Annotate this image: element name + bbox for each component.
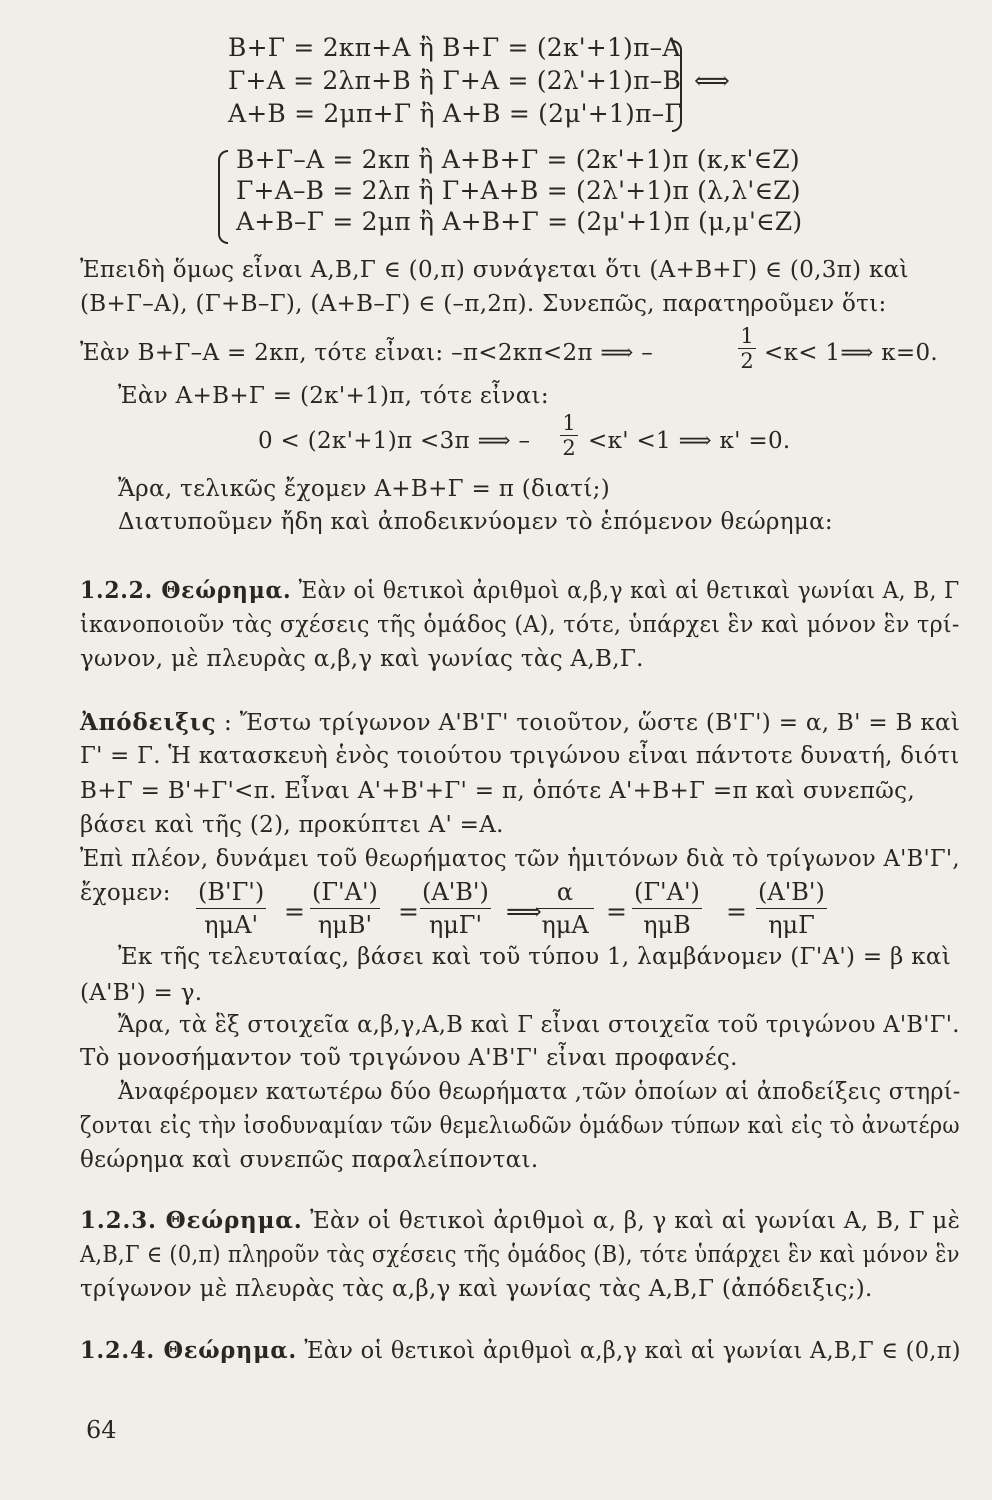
text-line: ἱκανοποιοῦν τὰς σχέσεις τῆς ὁμάδος (Α), τότε, ὑπάρχει ἓν καὶ μόνον ἓν τρί-: [80, 612, 960, 638]
fraction-one-half: $\frac{1}{2}$: [560, 411, 578, 460]
implies-arrow: ⟹: [506, 897, 543, 926]
text-line: Β+Γ = Β'+Γ'<π. Εἶναι Α'+Β'+Γ' = π, ὁπότε Α'+Β+Γ =π καὶ συνεπῶς,: [80, 778, 915, 804]
text-line: (Β+Γ–Α), (Γ+Β–Γ), (Α+Β–Γ) ∈ (–π,2π). Συνεπῶς, παρατηροῦμεν ὅτι:: [80, 291, 887, 317]
fraction-one-half: $\frac{1}{2}$: [738, 324, 756, 373]
text-line: Ἐκ τῆς τελευταίας, βάσει καὶ τοῦ τύπου 1, λαμβάνομεν (Γ'Α') = β καὶ: [118, 944, 952, 970]
fraction: (Α'Β') ημΓ: [758, 878, 825, 939]
text-line: Ἐὰν Β+Γ–Α = 2κπ, τότε εἶναι: –π<2κπ<2π ⟹ –: [80, 340, 654, 366]
fraction: α ημΑ: [536, 878, 594, 939]
text-line: ἔχομεν:: [80, 880, 171, 906]
text-line: Α,Β,Γ ∈ (0,π) πληροῦν τὰς σχέσεις τῆς ὁμάδος (Β), τότε ὑπάρχει ἓν καὶ μόνον ἓν: [80, 1242, 960, 1268]
equivalence-arrow: ⟺: [694, 66, 731, 95]
theorem-label: 1.2.2. Θεώρημα.: [80, 577, 292, 604]
equation-line: Α+Β = 2μπ+Γ ἢ Α+Β = (2μ'+1)π–Γ: [228, 99, 682, 128]
left-brace: [218, 150, 228, 244]
text-line: Ἄρα, τὰ ἓξ στοιχεῖα α,β,γ,Α,Β καὶ Γ εἶναι στοιχεῖα τοῦ τριγώνου Α'Β'Γ'.: [118, 1012, 960, 1038]
text-line: Ἄρα, τελικῶς ἔχομεν Α+Β+Γ = π (διατί;): [118, 476, 610, 502]
equals-sign: =: [726, 897, 748, 926]
text-line: Τὸ μονοσήμαντον τοῦ τριγώνου Α'Β'Γ' εἶναι προφανές.: [80, 1045, 738, 1071]
text-line: <κ< 1⟹ κ=0.: [764, 340, 939, 366]
fraction: (Γ'Α') ημΒ: [634, 878, 700, 939]
text-line: (Α'Β') = γ.: [80, 980, 203, 1006]
text-line: Ἐπειδὴ ὅμως εἶναι Α,Β,Γ ∈ (0,π) συνάγεται ὅτι (Α+Β+Γ) ∈ (0,3π) καὶ: [80, 257, 909, 283]
theorem-label: 1.2.3. Θεώρημα.: [80, 1207, 303, 1234]
fraction: (Α'Β') ημΓ': [422, 878, 489, 939]
equation-line: Γ+Α–Β = 2λπ ἢ Γ+Α+Β = (2λ'+1)π (λ,λ'∈Z): [236, 176, 801, 205]
text-line: <κ' <1 ⟹ κ' =0.: [588, 428, 791, 454]
theorem-1-2-4: 1.2.4. Θεώρημα. Ἐὰν οἱ θετικοὶ ἀριθμοὶ α,β,γ καὶ αἱ γωνίαι Α,Β,Γ ∈ (0,π): [80, 1337, 961, 1364]
theorem-1-2-3: 1.2.3. Θεώρημα. Ἐὰν οἱ θετικοὶ ἀριθμοὶ α, β, γ καὶ αἱ γωνίαι Α, Β, Γ μὲ: [80, 1207, 961, 1234]
equation-line: Β+Γ–Α = 2κπ ἢ Α+Β+Γ = (2κ'+1)π (κ,κ'∈Z): [236, 145, 800, 174]
text-line: Γ' = Γ. Ἡ κατασκευὴ ἑνὸς τοιούτου τριγώνου εἶναι πάντοτε δυνατή, διότι: [80, 743, 960, 769]
proof-label: Ἀπόδειξις: [80, 709, 217, 736]
fraction: (Γ'Α') ημΒ': [312, 878, 378, 939]
text-line: θεώρημα καὶ συνεπῶς παραλείπονται.: [80, 1147, 539, 1173]
text-line: Ἐὰν Α+Β+Γ = (2κ'+1)π, τότε εἶναι:: [118, 383, 549, 409]
fraction: (Β'Γ') ημΑ': [198, 878, 265, 939]
text-line: Διατυποῦμεν ἤδη καὶ ἀποδεικνύομεν τὸ ἑπόμενον θεώρημα:: [118, 509, 833, 535]
text-line: τρίγωνον μὲ πλευρὰς τὰς α,β,γ καὶ γωνίας τὰς Α,Β,Γ (ἀπόδειξις;).: [80, 1276, 873, 1302]
text-line: βάσει καὶ τῆς (2), προκύπτει Α' =Α.: [80, 812, 504, 838]
text-line: 0 < (2κ'+1)π <3π ⟹ –: [258, 428, 531, 454]
text-line: Ἐπὶ πλέον, δυνάμει τοῦ θεωρήματος τῶν ἡμιτόνων διὰ τὸ τρίγωνον Α'Β'Γ',: [80, 846, 960, 872]
text-line: ζονται εἰς τὴν ἰσοδυναμίαν τῶν θεμελιωδῶν ὁμάδων τύπων καὶ εἰς τὸ ἀνωτέρω: [80, 1113, 960, 1139]
theorem-1-2-2: 1.2.2. Θεώρημα. Ἐὰν οἱ θετικοὶ ἀριθμοὶ α,β,γ καὶ αἱ θετικαὶ γωνίαι Α, Β, Γ: [80, 577, 960, 604]
equation-line: Β+Γ = 2κπ+Α ἢ Β+Γ = (2κ'+1)π–Α: [228, 33, 681, 62]
equals-sign: =: [606, 897, 628, 926]
equation-line: Γ+Α = 2λπ+Β ἢ Γ+Α = (2λ'+1)π–Β: [228, 66, 682, 95]
text-line: γωνον, μὲ πλευρὰς α,β,γ καὶ γωνίας τὰς Α,Β,Γ.: [80, 646, 644, 672]
right-brace: [672, 40, 682, 132]
theorem-label: 1.2.4. Θεώρημα.: [80, 1337, 297, 1364]
proof-heading: Ἀπόδειξις : Ἔστω τρίγωνον Α'Β'Γ' τοιοῦτον, ὥστε (Β'Γ') = α, Β' = Β καὶ: [80, 709, 961, 736]
text-line: Ἀναφέρομεν κατωτέρω δύο θεωρήματα ,τῶν ὁποίων αἱ ἀποδείξεις στηρί-: [118, 1079, 961, 1105]
equation-line: Α+Β–Γ = 2μπ ἢ Α+Β+Γ = (2μ'+1)π (μ,μ'∈Z): [236, 207, 803, 236]
equals-sign: =: [398, 897, 420, 926]
page-number: 64: [86, 1416, 117, 1444]
equals-sign: =: [284, 897, 306, 926]
